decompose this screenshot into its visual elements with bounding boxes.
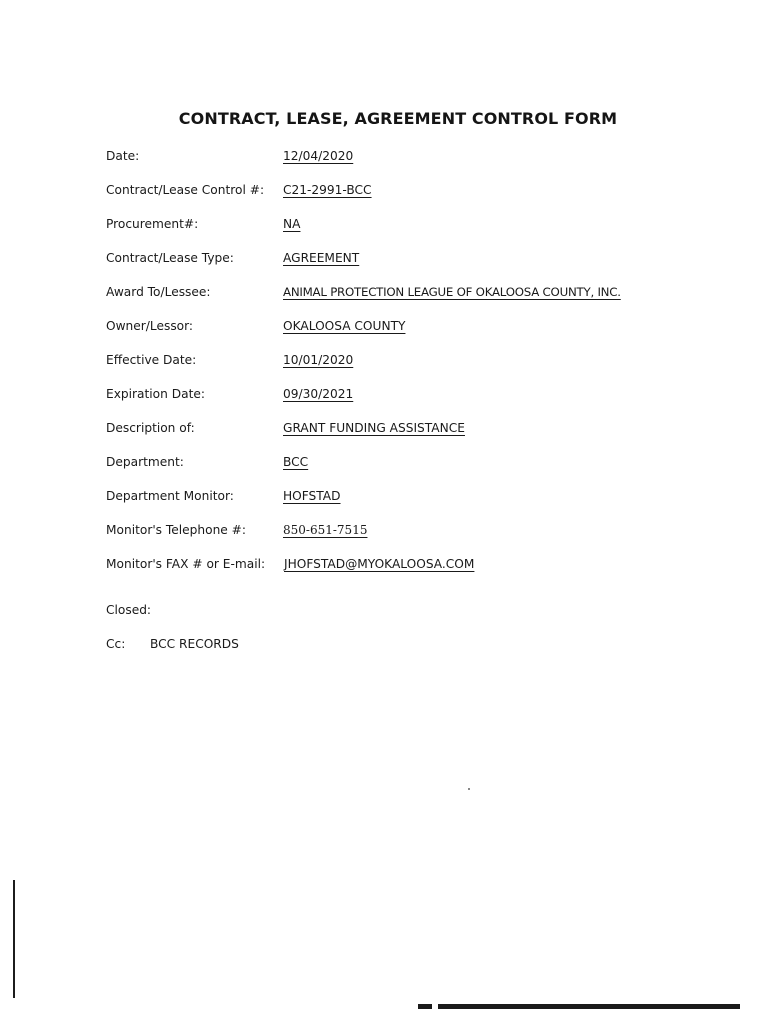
cc-value: BCC RECORDS xyxy=(150,637,239,651)
form-fields xyxy=(106,146,706,588)
field-department xyxy=(106,452,706,486)
field-monitor-phone xyxy=(106,520,706,554)
field-label: Contract/Lease Control #: xyxy=(106,183,265,197)
field-value: JHOFSTAD@MYOKALOOSA.COM xyxy=(284,557,475,571)
field-label: Department: xyxy=(106,455,184,469)
field-label: Monitor's FAX # or E-mail: xyxy=(106,557,266,571)
field-value: 09/30/2021 xyxy=(283,387,354,401)
field-procurement xyxy=(106,214,706,248)
field-label: Owner/Lessor: xyxy=(106,319,194,333)
scan-bottom-mark xyxy=(418,1004,740,1009)
scan-bottom-gap xyxy=(432,1004,438,1009)
scan-speck xyxy=(468,788,470,790)
field-owner xyxy=(106,316,706,350)
field-value: C21-2991-BCC xyxy=(283,183,372,197)
field-value: ANIMAL PROTECTION LEAGUE OF OKALOOSA COUNTY, INC. xyxy=(283,285,621,299)
field-label: Procurement#: xyxy=(106,217,199,231)
field-expiration-date xyxy=(106,384,706,418)
field-date xyxy=(106,146,706,180)
field-value: GRANT FUNDING ASSISTANCE xyxy=(283,421,465,435)
field-value: 12/04/2020 xyxy=(283,149,354,163)
field-value: 850-651-7515 xyxy=(283,523,368,537)
scan-edge-mark xyxy=(13,880,15,998)
field-effective-date xyxy=(106,350,706,384)
field-value: 10/01/2020 xyxy=(283,353,354,367)
field-monitor xyxy=(106,486,706,520)
field-label: Expiration Date: xyxy=(106,387,205,401)
cc-line xyxy=(106,637,239,651)
field-label: Description of: xyxy=(106,421,195,435)
field-label: Contract/Lease Type: xyxy=(106,251,234,265)
field-value: AGREEMENT xyxy=(283,251,360,265)
field-label: Date: xyxy=(106,149,140,163)
field-type xyxy=(106,248,706,282)
field-control-number xyxy=(106,180,706,214)
field-value: NA xyxy=(283,217,301,231)
form-title: CONTRACT, LEASE, AGREEMENT CONTROL FORM xyxy=(178,109,618,128)
field-description xyxy=(106,418,706,452)
field-label: Effective Date: xyxy=(106,353,197,367)
field-label: Award To/Lessee: xyxy=(106,285,211,299)
cc-label: Cc: xyxy=(106,637,126,651)
field-value: HOFSTAD xyxy=(283,489,341,503)
field-label: Monitor's Telephone #: xyxy=(106,523,246,537)
field-label: Department Monitor: xyxy=(106,489,234,503)
field-value: BCC xyxy=(283,455,309,469)
field-award-to xyxy=(106,282,706,316)
field-monitor-fax-email xyxy=(106,554,706,588)
field-value: OKALOOSA COUNTY xyxy=(283,319,406,333)
closed-label: Closed: xyxy=(106,603,152,617)
